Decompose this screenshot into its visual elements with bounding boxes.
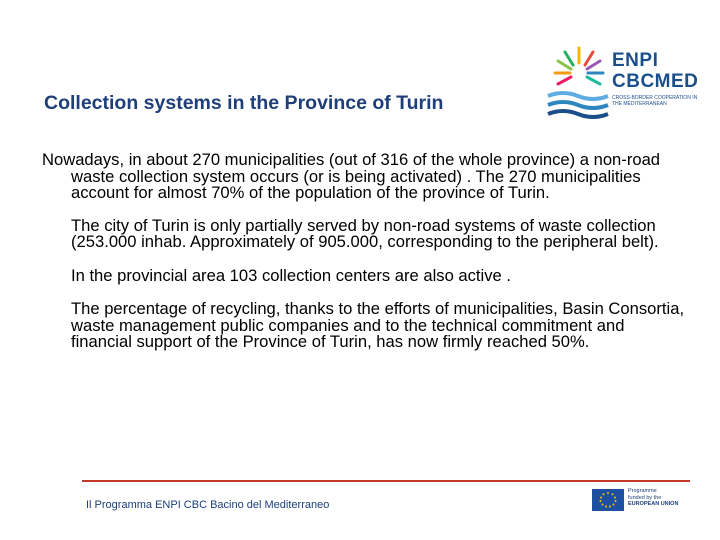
paragraph-recycling: The percentage of recycling, thanks to the efforts of municipalities, Basin Consortia, waste management public companies and to the technical commitment and financial support of the Province of Turin, has now firmly reached 50%. xyxy=(71,299,685,351)
eu-text-line1: Programme xyxy=(628,488,657,494)
eu-logo xyxy=(592,487,687,513)
eu-text-line3: EUROPEAN UNION xyxy=(628,501,679,507)
footer-divider xyxy=(82,480,690,482)
eu-logo-text xyxy=(628,488,688,508)
footer-program-text: Il Programma ENPI CBC Bacino del Mediterraneo xyxy=(86,499,330,511)
slide-body xyxy=(42,152,687,351)
eu-text-line2: funded by the xyxy=(628,494,662,501)
eu-flag-icon xyxy=(592,489,624,511)
paragraph-municipalities: Nowadays, in about 270 municipalities (out of 316 of the whole province) a non-road waste collection system occurs (or is being activated) . The 270 municipalities account for almost 70% of the population of the province of Turin. xyxy=(42,150,661,202)
slide-title: Collection systems in the Province of Turin xyxy=(44,92,444,114)
logo-text-enpi: ENPI xyxy=(612,50,659,71)
logo-text-cbcmed: CBCMED xyxy=(612,71,699,92)
paragraph-collection-centers: In the provincial area 103 collection centers are also active . xyxy=(71,265,511,285)
logo-tagline: CROSS-BORDER COOPERATION IN THE MEDITERRANEAN xyxy=(612,95,698,107)
paragraph-turin-city: The city of Turin is only partially served by non-road systems of waste collection (253.000 inhab. Approximately of 905.000, corresponding to the peripheral belt). xyxy=(71,215,659,251)
sun-burst-icon xyxy=(546,40,612,124)
enpi-cbcmed-logo xyxy=(546,40,706,124)
